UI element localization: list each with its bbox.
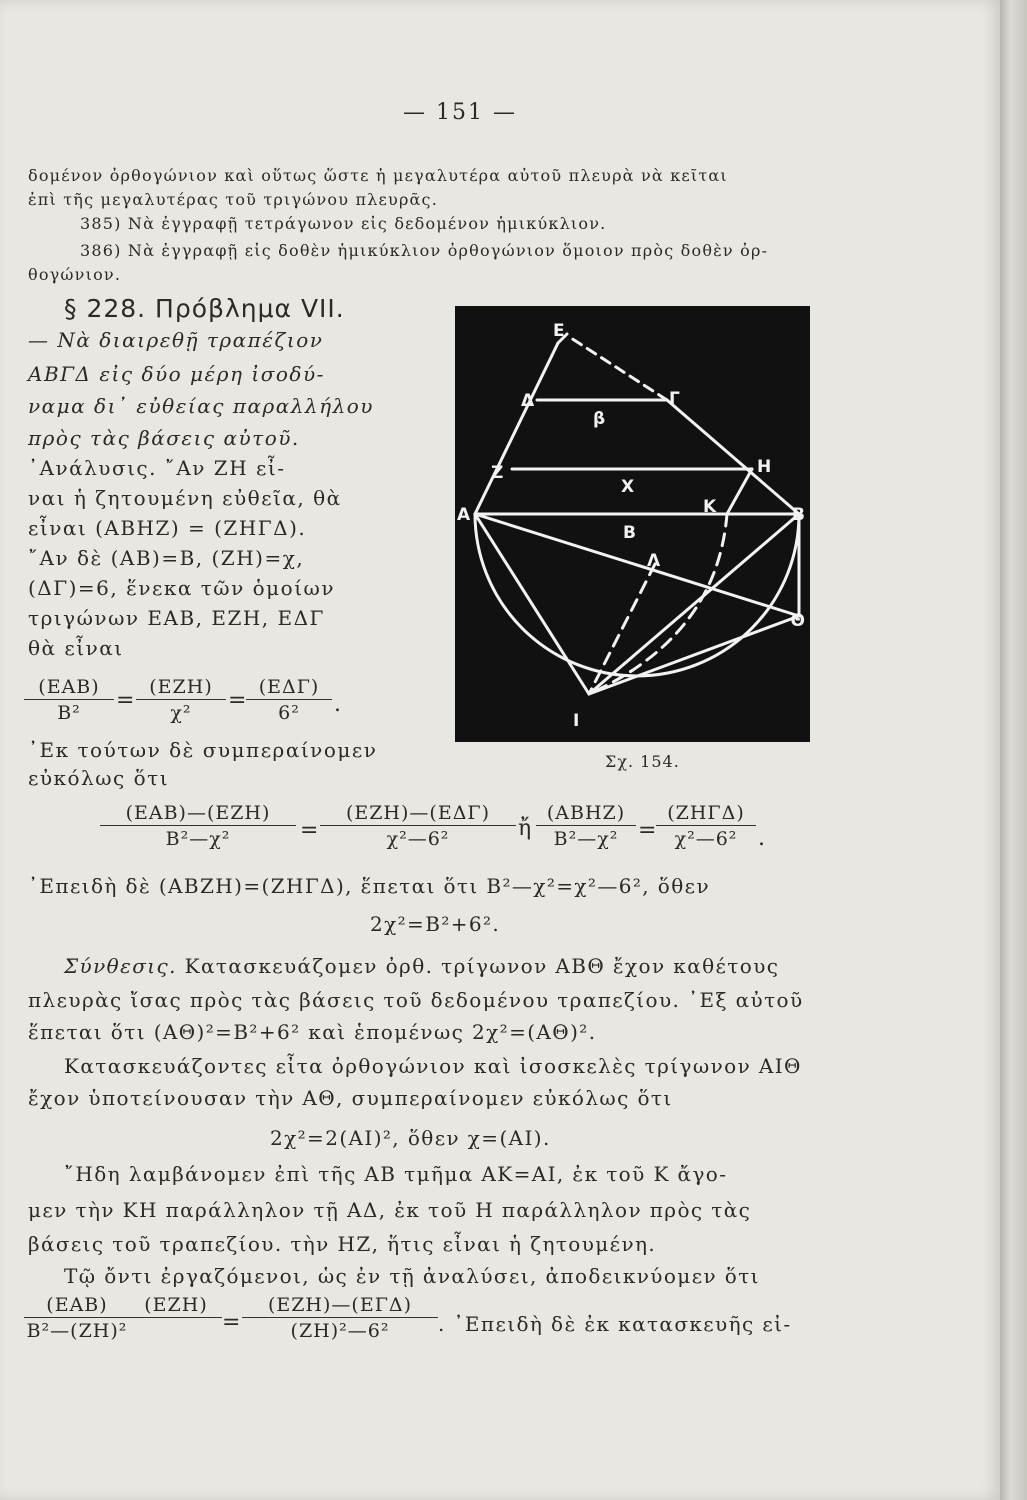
since-line: ᾽Επειδὴ δὲ (ΑΒΖΗ)=(ΖΗΓΔ), ἕπεται ὅτι Β²—χ²=χ²—6², ὅθεν xyxy=(28,874,710,898)
analysis-line: ναι ἡ ζητουμένη εὐθεῖα, θὰ xyxy=(28,486,342,510)
equation-or: ἤ xyxy=(518,816,532,841)
equation-3: 2χ²=Β²+6². xyxy=(370,912,501,936)
label-k: Κ xyxy=(703,497,717,517)
label-iota: Ι xyxy=(573,711,580,731)
statement-line: — Νὰ διαιρεθῇ τραπέζιον xyxy=(28,328,324,352)
construction-line: ῎Ηδη λαμβάνομεν ἐπὶ τῆς ΑΒ τμῆμα ΑΚ=ΑΙ, ἐκ τοῦ Κ ἄγο- xyxy=(64,1162,728,1186)
label-d: Δ xyxy=(521,391,535,411)
equation-sign: = xyxy=(222,1310,241,1335)
equation-5-fraction: (ΕΑΒ) Β²—(ΖΗ)² xyxy=(24,1294,130,1342)
label-h: Η xyxy=(757,457,772,477)
synthesis-line: ἔχον ὑποτείνουσαν τὴν ΑΘ, συμπεραίνομεν εὐκόλως ὅτι xyxy=(28,1086,673,1110)
exercise-385: 385) Νὰ ἐγγραφῇ τετράγωνον εἰς δεδομένον ἡμικύκλιον. xyxy=(80,214,607,233)
figure-caption: Σχ. 154. xyxy=(605,752,680,771)
analysis-line: (ΔΓ)=6, ἕνεκα τῶν ὁμοίων xyxy=(28,576,336,600)
equation-5-tail: . ᾽Επειδὴ δὲ ἐκ κατασκευῆς εἰ- xyxy=(438,1312,792,1336)
synthesis-line: Σύνθεσις. Κατασκευάζομεν ὀρθ. τρίγωνον ΑΒΘ ἔχον καθέτους xyxy=(64,954,780,978)
geometry-figure xyxy=(455,306,810,742)
label-b-inner: Β xyxy=(623,523,636,543)
equation-2-fraction: (ΑΒΗΖ) Β²—χ² xyxy=(536,802,636,850)
equation-end: . xyxy=(334,692,341,717)
equation-1-fraction: (ΕΖΗ) χ² xyxy=(136,676,226,724)
analysis-line: θὰ εἶναι xyxy=(28,636,124,660)
label-l: Λ xyxy=(647,551,661,571)
trapezoid-side-ad xyxy=(475,343,558,514)
construction-line: μεν τὴν ΚΗ παράλληλον τῇ ΑΔ, ἐκ τοῦ Η παράλληλον πρὸς τὰς xyxy=(28,1198,752,1222)
equation-sign: = xyxy=(638,818,657,843)
line-iota-theta xyxy=(589,616,799,694)
statement-line: ΑΒΓΔ εἰς δύο μέρη ἰσοδύ- xyxy=(28,362,325,386)
label-e: Ε xyxy=(553,321,565,341)
label-a: Α xyxy=(457,505,471,525)
analysis-line: ῎Αν δὲ (ΑΒ)=Β, (ΖΗ)=χ, xyxy=(28,546,305,570)
equation-5-fraction: (ΕΖΗ) xyxy=(130,1294,222,1320)
equation-sign: = xyxy=(228,688,247,713)
trapezoid-side-gb xyxy=(667,400,799,514)
preceding-text-line: δομένον ὀρθογώνιον καὶ οὕτως ὥστε ἡ μεγαλυτέρα αὐτοῦ πλευρὰ νὰ κεῖται xyxy=(28,166,728,185)
equation-1-fraction: (ΕΔΓ) 6² xyxy=(246,676,332,724)
statement-line: ναμα δι᾽ εὐθείας παραλλήλου xyxy=(28,394,374,418)
label-beta: β xyxy=(593,409,606,429)
equation-2-fraction: (ΕΖΗ)—(ΕΔΓ) χ²—6² xyxy=(320,802,516,850)
equation-1-fraction: (ΕΑΒ) Β² xyxy=(24,676,114,724)
synthesis-line: ἕπεται ὅτι (ΑΘ)²=Β²+6² καὶ ἑπομένως 2χ²=(ΑΘ)². xyxy=(28,1020,597,1044)
equation-4: 2χ²=2(ΑΙ)², ὅθεν χ=(ΑΙ). xyxy=(270,1126,551,1150)
analysis-line: ᾽Ανάλυσις. ῎Αν ΖΗ εἶ- xyxy=(28,456,286,480)
equation-sign: = xyxy=(300,818,319,843)
page-number: — 151 — xyxy=(403,100,517,125)
label-theta: Θ xyxy=(790,611,805,631)
analysis-line: εἶναι (ΑΒΗΖ) = (ΖΗΓΔ). xyxy=(28,516,307,540)
conclusion-line: εὐκόλως ὅτι xyxy=(28,766,170,790)
line-a-iota xyxy=(475,514,589,694)
preceding-text-line: ἐπὶ τῆς μεγαλυτέρας τοῦ τριγώνου πλευρᾶς. xyxy=(28,190,439,209)
analysis-line: τριγώνων ΕΑΒ, ΕΖΗ, ΕΔΓ xyxy=(28,606,325,630)
label-z: Ζ xyxy=(491,463,504,483)
label-b: Β xyxy=(792,505,805,525)
equation-2-fraction: (ΖΗΓΔ) χ²—6² xyxy=(656,802,756,850)
synthesis-line: Κατασκευάζοντες εἶτα ὀρθογώνιον καὶ ἰσοσκελὲς τρίγωνον ΑΙΘ xyxy=(64,1054,802,1078)
preceding-text-line: θογώνιον. xyxy=(28,265,122,284)
equation-sign: = xyxy=(116,688,135,713)
statement-line: πρὸς τὰς βάσεις αὐτοῦ. xyxy=(28,426,300,450)
equation-5-fraction: (ΕΖΗ)—(ΕΓΔ) (ΖΗ)²—6² xyxy=(242,1294,438,1342)
exercise-386: 386) Νὰ ἐγγραφῇ εἰς δοθὲν ἡμικύκλιον ὀρθογώνιον ὅμοιον πρὸς δοθὲν ὀρ- xyxy=(80,241,769,260)
construction-line: Τῷ ὄντι ἐργαζόμενοι, ὡς ἐν τῇ ἀναλύσει, ἀποδεικνύομεν ὅτι xyxy=(64,1264,760,1288)
equation-end: . xyxy=(758,826,765,851)
label-g: Γ xyxy=(669,389,680,409)
equation-2-fraction: (ΕΑΒ)—(ΕΖΗ) Β²—χ² xyxy=(100,802,296,850)
problem-heading: § 228. Πρόβλημα VII. xyxy=(64,294,345,323)
page-edge xyxy=(1000,0,1027,1500)
construction-line: βάσεις τοῦ τραπεζίου. τὴν ΗΖ, ἥτις εἶναι ἡ ζητουμένη. xyxy=(28,1232,657,1256)
conclusion-line: ᾽Εκ τούτων δὲ συμπεραίνομεν xyxy=(28,738,378,762)
label-x: Χ xyxy=(621,477,635,497)
line-ge-dashed xyxy=(571,338,667,400)
line-kh xyxy=(727,469,752,514)
synthesis-line: πλευρὰς ἴσας πρὸς τὰς βάσεις τοῦ δεδομένου τραπεζίου. ᾽Εξ αὐτοῦ xyxy=(28,988,804,1012)
